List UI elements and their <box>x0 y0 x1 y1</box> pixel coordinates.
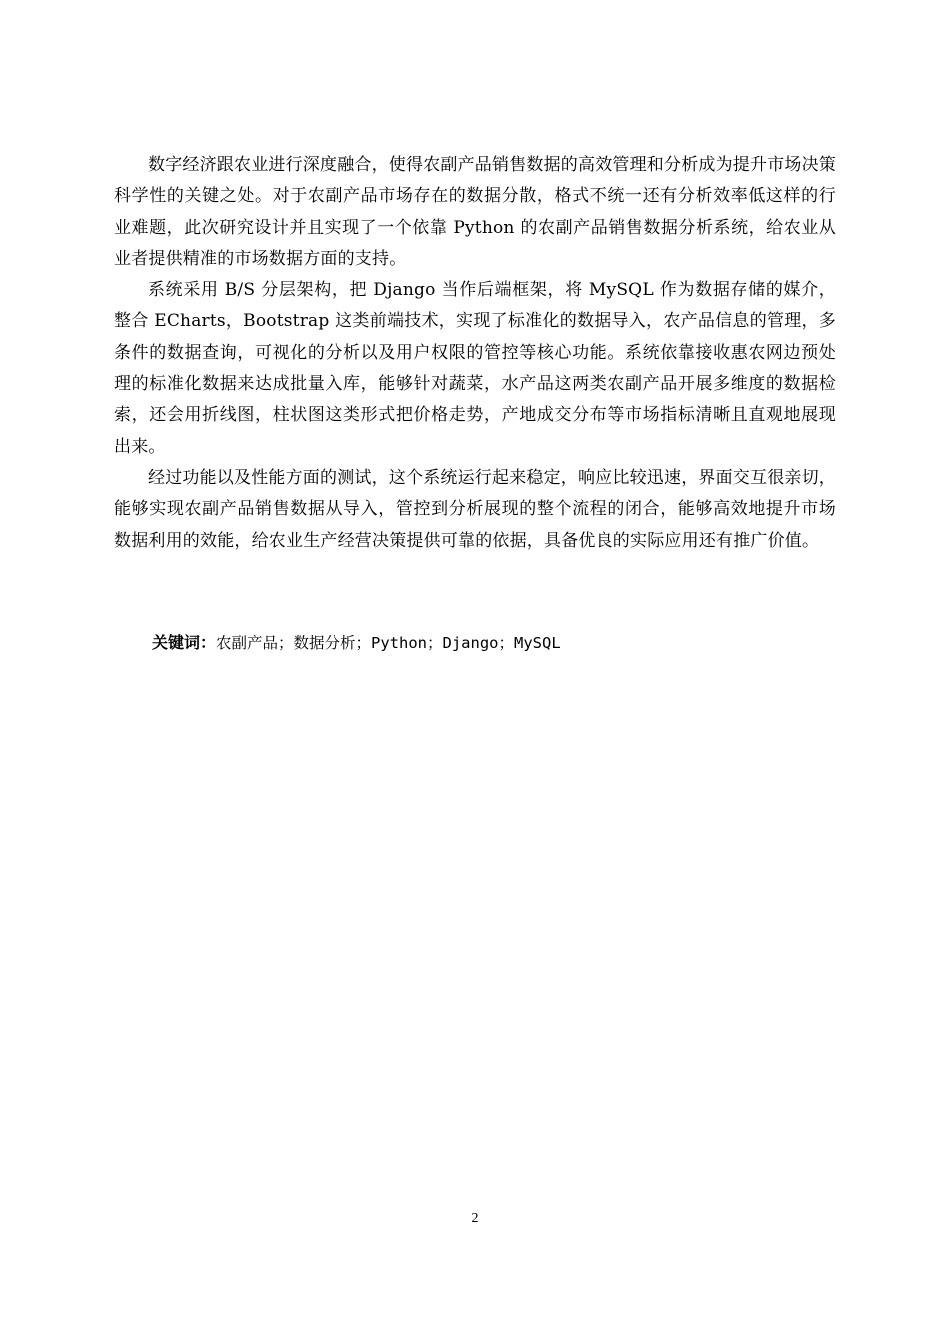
page-number: 2 <box>471 1211 479 1226</box>
abstract-paragraph-3: 经过功能以及性能方面的测试，这个系统运行起来稳定，响应比较迅速，界面交互很亲切，能够实现农副产品销售数据从导入，管控到分析展现的整个流程的闭合，能够高效地提升市场数据利用的效能，给农业生产经营决策提供可靠的依据，具备优良的实际应用还有推广价值。 <box>114 467 836 551</box>
keywords-label: 关键词： <box>152 633 217 652</box>
abstract-paragraph-2: 系统采用 B/S 分层架构，把 Django 当作后端框架，将 MySQL 作为数据存储的媒介，整合 ECharts，Bootstrap 这类前端技术，实现了标准化的数据导入，农产品信息的管理，多条件的数据查询，可视化的分析以及用户权限的管控等核心功能。系统依靠接收惠农网边预处理的标准化数据来达成批量入库，能够针对蔬菜，水产品这两类农副产品开展多维度的数据检索，还会用折线图，柱状图这类形式把价格走势，产地成交分布等市场指标清晰且直观地展现出来。 <box>114 280 836 457</box>
abstract-paragraph-1: 数字经济跟农业进行深度融合，使得农副产品销售数据的高效管理和分析成为提升市场决策科学性的关键之处。对于农副产品市场存在的数据分散，格式不统一还有分析效率低这样的行业难题，此次研究设计并且实现了一个依靠 Python 的农副产品销售数据分析系统，给农业从业者提供精准的市场数据方面的支持。 <box>114 155 836 269</box>
abstract-body <box>114 150 836 557</box>
keywords-line <box>152 628 561 658</box>
keywords-list: 农副产品；数据分析；Python；Django；MySQL <box>216 634 561 652</box>
